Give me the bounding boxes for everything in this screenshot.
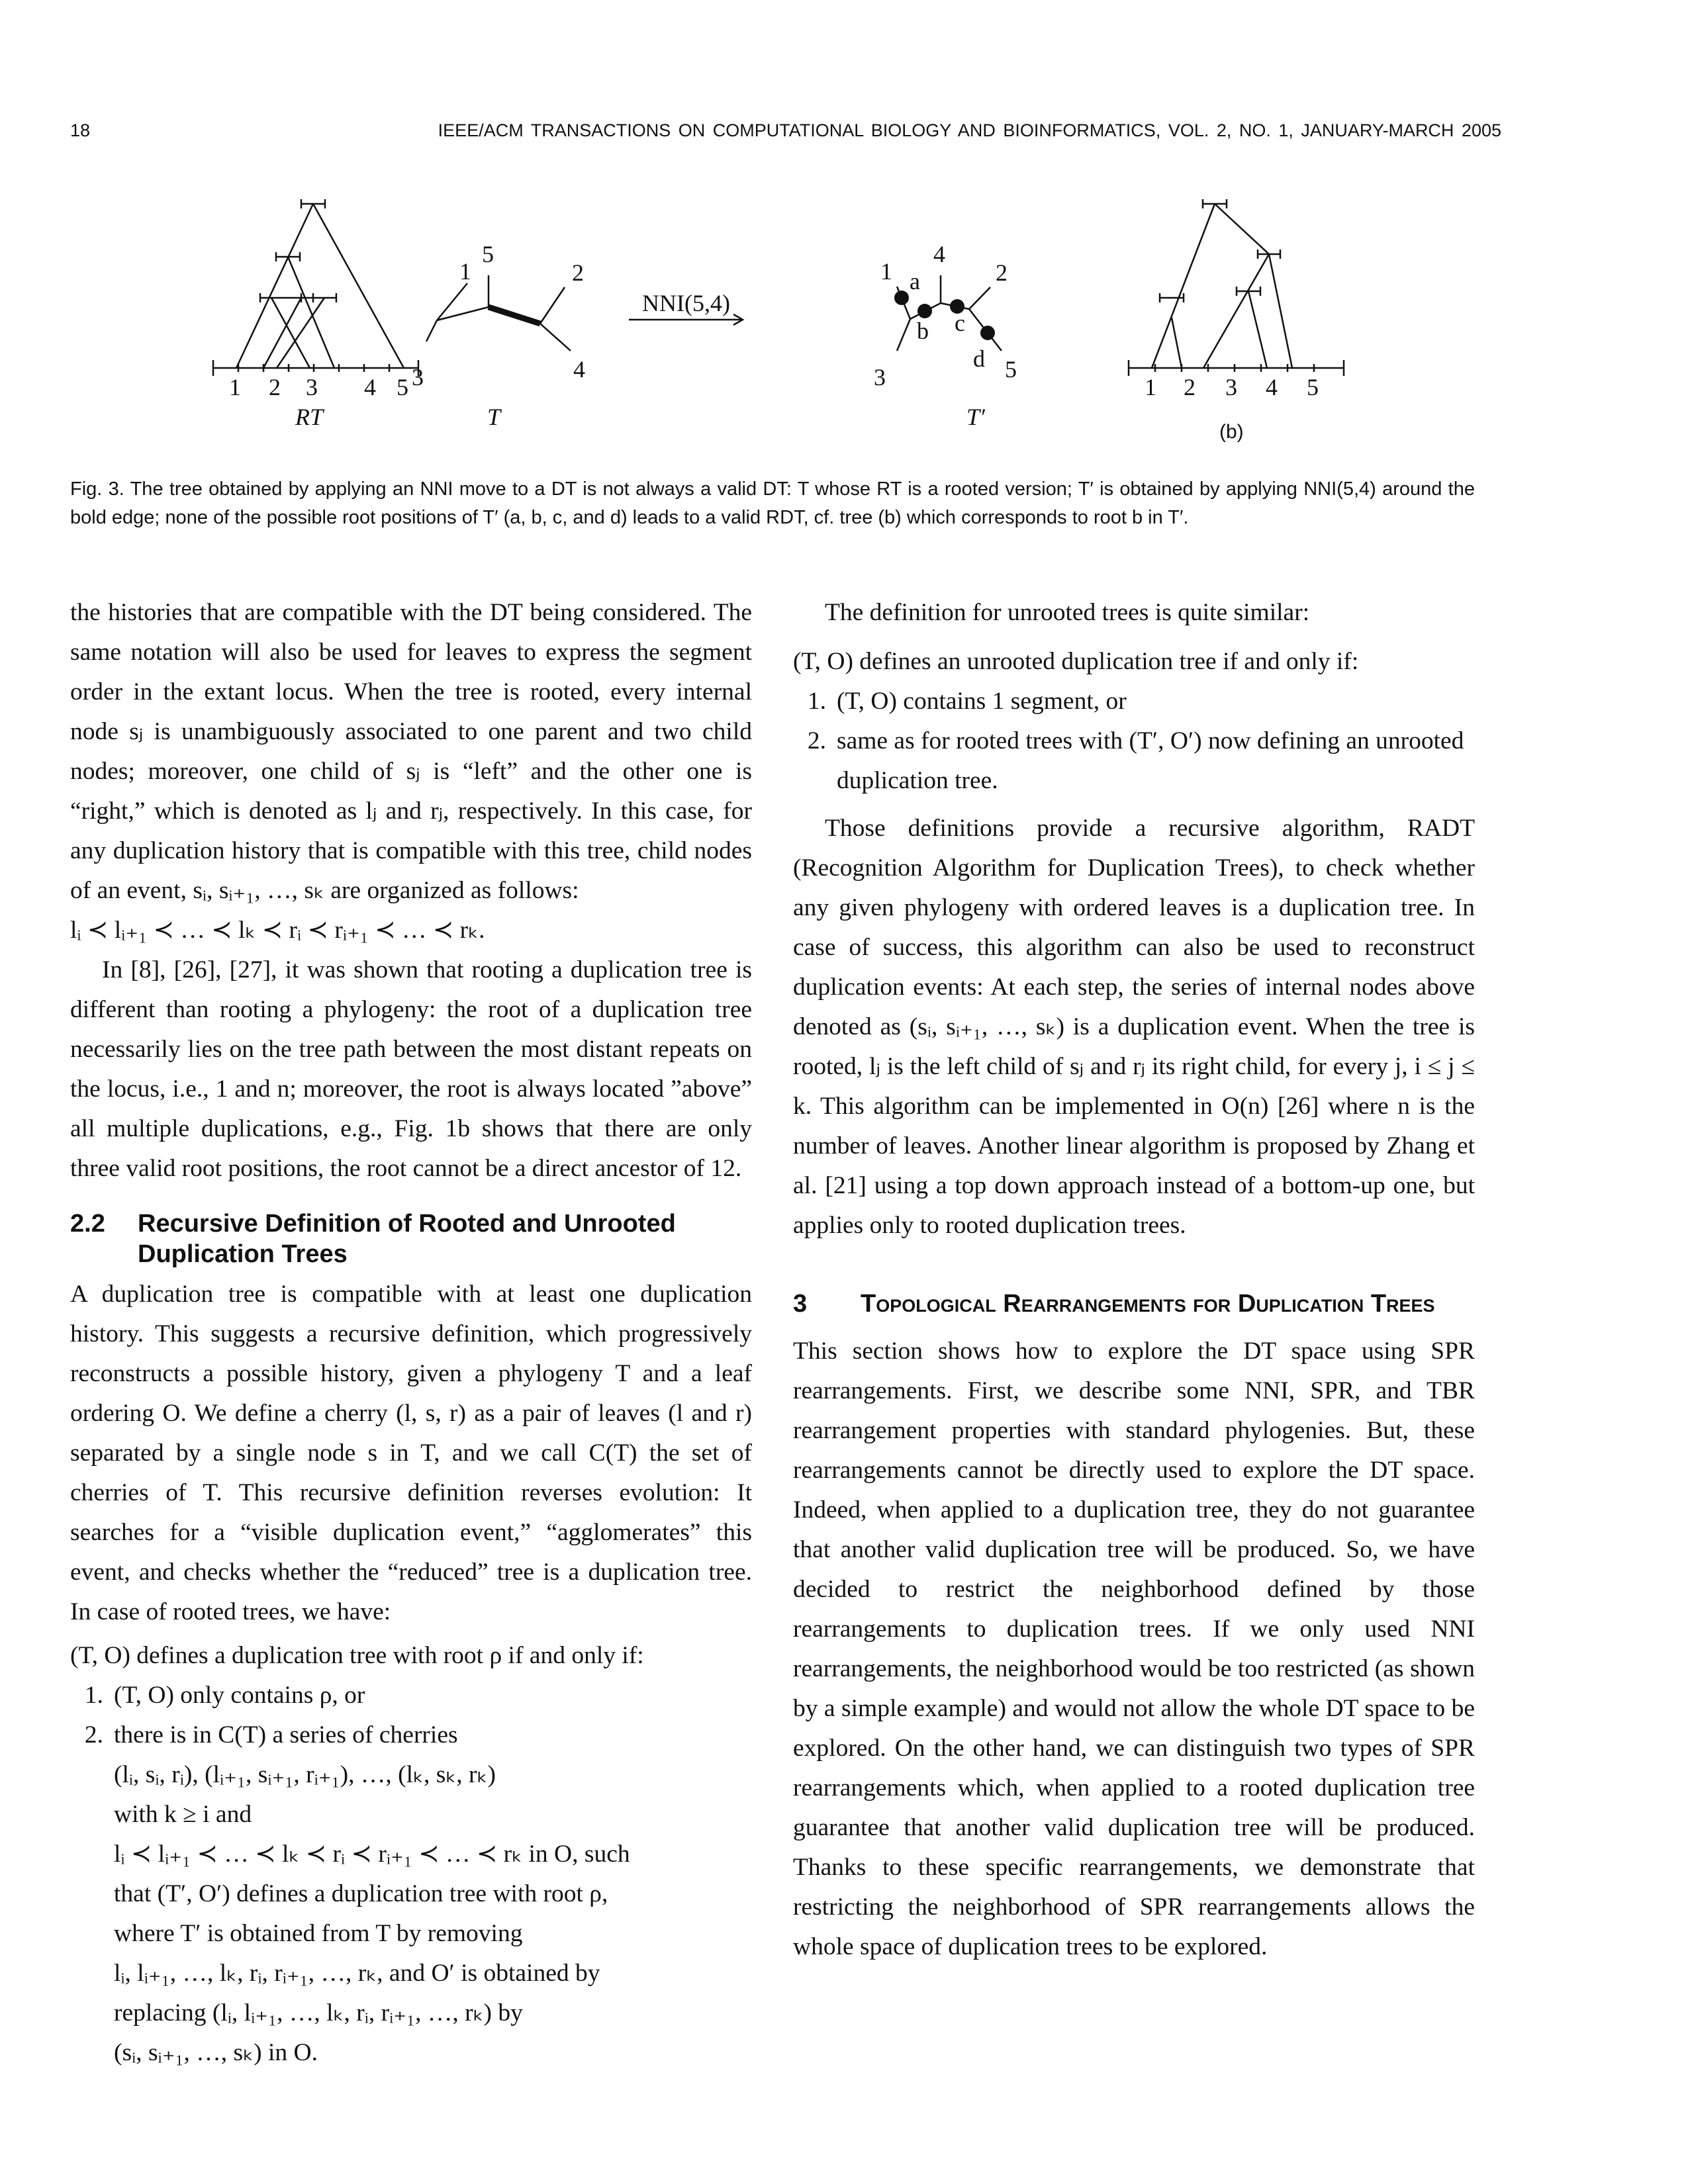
b-leaf-label: 1: [1145, 374, 1156, 400]
definition-item: 1. (T, O) only contains ρ, or: [70, 1676, 752, 1715]
tp-leaf-label: 4: [933, 241, 945, 267]
t-tree: [258, 275, 571, 351]
paragraph: the histories that are compatible with the DT being considered. The same notation will also be used for leaves to express the segment order in the extant locus. When the tree is rooted, every internal node sⱼ is unambiguously associated to one parent and two child nodes; moreover, one child of sⱼ is “left” and the other one is “right,” which is denoted as lⱼ and rⱼ, respectively. In this case, for any duplication history that is compatible with this tree, child nodes of an event, sᵢ, sᵢ₊₁, …, sₖ are organized as follows:: [70, 599, 752, 904]
b-leaf-label: 2: [1184, 374, 1196, 400]
root-label-b: b: [917, 318, 929, 344]
definition-line: there is in C(T) a series of cherries: [114, 1721, 458, 1749]
tp-leaf-label: 2: [996, 259, 1008, 286]
root-label-a: a: [910, 268, 920, 295]
rt-leaf-label: 2: [269, 374, 281, 400]
root-dot-a: [894, 291, 909, 305]
rt-leaf-label: 3: [306, 374, 318, 400]
arrow-label: NNI(5,4): [642, 290, 730, 316]
paragraph: In [8], [26], [27], it was shown that rooting a duplication tree is different than rooting a phylogeny: the root of a duplication tree necessarily lies on the tree path between the most distant repeats on the locus, i.e., 1 and n; moreover, the root is always located ”above” all multiple duplications, e.g., Fig. 1b shows that there are only three valid root positions, the root cannot be a direct ancestor of 12.: [70, 956, 752, 1182]
t-leaf-label: 1: [459, 258, 471, 285]
definition-line: (sᵢ, sᵢ₊₁, …, sₖ) in O.: [114, 2039, 318, 2066]
tp-leaf-label: 3: [874, 364, 886, 390]
root-dot-b: [917, 304, 932, 318]
tp-leaf-label: 5: [1005, 356, 1017, 383]
definition-item-text: same as for rooted trees with (T′, O′) now defining an unrooted duplication tree.: [837, 727, 1464, 794]
b-leaf-label: 5: [1307, 374, 1319, 400]
rt-leaf-label: 4: [364, 374, 376, 400]
definition-line: lᵢ ≺ lᵢ₊₁ ≺ … ≺ lₖ ≺ rᵢ ≺ rᵢ₊₁ ≺ … ≺ rₖ in O, such: [114, 1841, 630, 1868]
section-heading: [793, 1288, 1475, 1320]
tree-b: [1129, 199, 1344, 376]
t-label: T: [487, 404, 501, 430]
paragraph: The definition for unrooted trees is quite similar:: [825, 599, 1310, 626]
section-title: Topological Rearrangements for Duplication Trees: [861, 1290, 1435, 1318]
definition-item-text: (T, O) only contains ρ, or: [114, 1682, 365, 1709]
root-label-c: c: [955, 310, 965, 336]
tp-leaf-label: 1: [880, 258, 892, 285]
definition-line: that (T′, O′) defines a duplication tree with root ρ,: [114, 1880, 608, 1907]
t-leaf-label: 5: [482, 241, 494, 267]
section-number: 3: [793, 1290, 808, 1318]
paragraph: Those definitions provide a recursive algorithm, RADT (Recognition Algorithm for Duplication Trees), to check whether any given phylogeny with ordered leaves is a duplication tree. In case of success, this algorithm can also be used to reconstruct duplication events: At each step, the series of internal nodes above denoted as (sᵢ, sᵢ₊₁, …, sₖ) is a duplication event. When the tree is rooted, lⱼ is the left child of sⱼ and rⱼ its right child, for every j, i ≤ j ≤ k. This algorithm can be implemented in O(n) [26] where n is the number of leaves. Another linear algorithm is proposed by Zhang et al. [21] using a top down approach instead of a bottom-up one, but applies only to rooted duplication trees.: [793, 815, 1475, 1239]
definition-item-text: (T, O) contains 1 segment, or: [837, 688, 1127, 715]
t-leaf-label: 4: [573, 356, 585, 383]
definition-line: replacing (lᵢ, lᵢ₊₁, …, lₖ, rᵢ, rᵢ₊₁, …, rₖ) by: [114, 1999, 523, 2026]
tree-b-label: (b): [1219, 421, 1244, 443]
subsection-heading: [70, 1208, 752, 1269]
t-leaf-label: 3: [412, 364, 424, 390]
subsection-title: Recursive Definition of Rooted and Unrooted Duplication Trees: [138, 1210, 676, 1268]
b-leaf-label: 3: [1225, 374, 1237, 400]
definition-item: 2. there is in C(T) a series of cherries (lᵢ, sᵢ, rᵢ), (lᵢ₊₁, sᵢ₊₁, rᵢ₊₁), …, (lₖ, sₖ, rₖ) with k ≥ i and lᵢ ≺ lᵢ₊₁ ≺ … ≺ lₖ ≺ rᵢ ≺ rᵢ₊₁ ≺ … ≺ rₖ in O, such that (T′, O′) defines a duplication tree with root ρ, where T′ is obtained from T by removing lᵢ, lᵢ₊₁, …, lₖ, rᵢ, rᵢ₊₁, …, rₖ, and O′ is obtained by replacing (lᵢ, lᵢ₊₁, …, lₖ, rᵢ, rᵢ₊₁, …, rₖ) by (sᵢ, sᵢ₊₁, …, sₖ) in O.: [70, 1715, 752, 2073]
right-column: [793, 593, 1475, 1967]
definition-item: 2. same as for rooted trees with (T′, O′) now defining an unrooted duplication tree.: [793, 721, 1475, 801]
definition-intro: (T, O) defines an unrooted duplication tree if and only if:: [793, 648, 1359, 675]
tp-label: T′: [966, 404, 985, 430]
unrooted-definition: [793, 642, 1475, 801]
page-header: [0, 120, 1688, 147]
paragraph: This section shows how to explore the DT space using SPR rearrangements. First, we describe some NNI, SPR, and TBR rearrangement properties with standard phylogenies. But, these rearrangements cannot be directly used to explore the DT space. Indeed, when applied to a duplication tree, they do not guarantee that another valid duplication tree will be produced. So, we have decided to restrict the neighborhood defined by those rearrangements to duplication trees. If we only used NNI rearrangements, the neighborhood would be too restricted (as shown by a simple example) and would not allow the whole DT space to be explored. On the other hand, we can distinguish two types of SPR rearrangements which, when applied to a rooted duplication tree guarantee that another valid duplication tree will be produced. Thanks to these specific rearrangements, we demonstrate that restricting the neighborhood of SPR rearrangements allows the whole space of duplication trees to be explored.: [793, 1338, 1475, 1960]
definition-line: lᵢ, lᵢ₊₁, …, lₖ, rᵢ, rᵢ₊₁, …, rₖ, and O′ is obtained by: [114, 1960, 600, 1987]
t-leaf-label: 2: [572, 259, 584, 286]
left-column: [70, 593, 752, 2073]
running-head: IEEE/ACM TRANSACTIONS ON COMPUTATIONAL BIOLOGY AND BIOINFORMATICS, VOL. 2, NO. 1, JANUARY-MARCH 2005: [438, 120, 1501, 140]
page-number: 18: [70, 120, 91, 140]
figure-caption: Fig. 3. The tree obtained by applying an NNI move to a DT is not always a valid DT: T whose RT is a rooted version; T′ is obtained by applying NNI(5,4) around the bold edge; none of the possible root positions of T′ (a, b, c, and d) leads to a valid RDT, cf. tree (b) which corresponds to root b in T′.: [70, 478, 1475, 528]
rt-tree: [213, 199, 418, 376]
equation: lᵢ ≺ lᵢ₊₁ ≺ … ≺ lₖ ≺ rᵢ ≺ rᵢ₊₁ ≺ … ≺ rₖ.: [70, 917, 485, 944]
rt-leaf-label: 5: [397, 374, 408, 400]
definition-intro: (T, O) defines a duplication tree with root ρ if and only if:: [70, 1642, 644, 1669]
subsection-number: 2.2: [70, 1210, 105, 1238]
root-label-d: d: [973, 345, 985, 372]
definition-line: where T′ is obtained from T by removing: [114, 1920, 523, 1947]
paragraph: A duplication tree is compatible with at least one duplication history. This suggests a recursive definition, which progressively reconstructs a possible history, given a phylogeny T and a leaf ordering O. We define a cherry (l, s, r) as a pair of leaves (l and r) separated by a single node s in T, and we call C(T) the set of cherries of T. This recursive definition reverses evolution: It searches for a “visible duplication event,” “agglomerates” this event, and checks whether the “reduced” tree is a duplication tree. In case of rooted trees, we have:: [70, 1281, 752, 1625]
b-leaf-label: 4: [1266, 374, 1278, 400]
rooted-definition: [70, 1636, 752, 2073]
definition-line: with k ≥ i and: [114, 1801, 252, 1828]
rt-label: RT: [295, 404, 324, 430]
definition-line: (lᵢ, sᵢ, rᵢ), (lᵢ₊₁, sᵢ₊₁, rᵢ₊₁), …, (lₖ, sₖ, rₖ): [114, 1761, 496, 1788]
root-dot-d: [980, 326, 995, 340]
definition-item: 1. (T, O) contains 1 segment, or: [793, 682, 1475, 721]
rt-leaf-label: 1: [229, 374, 241, 400]
figure-3: [185, 199, 1503, 463]
